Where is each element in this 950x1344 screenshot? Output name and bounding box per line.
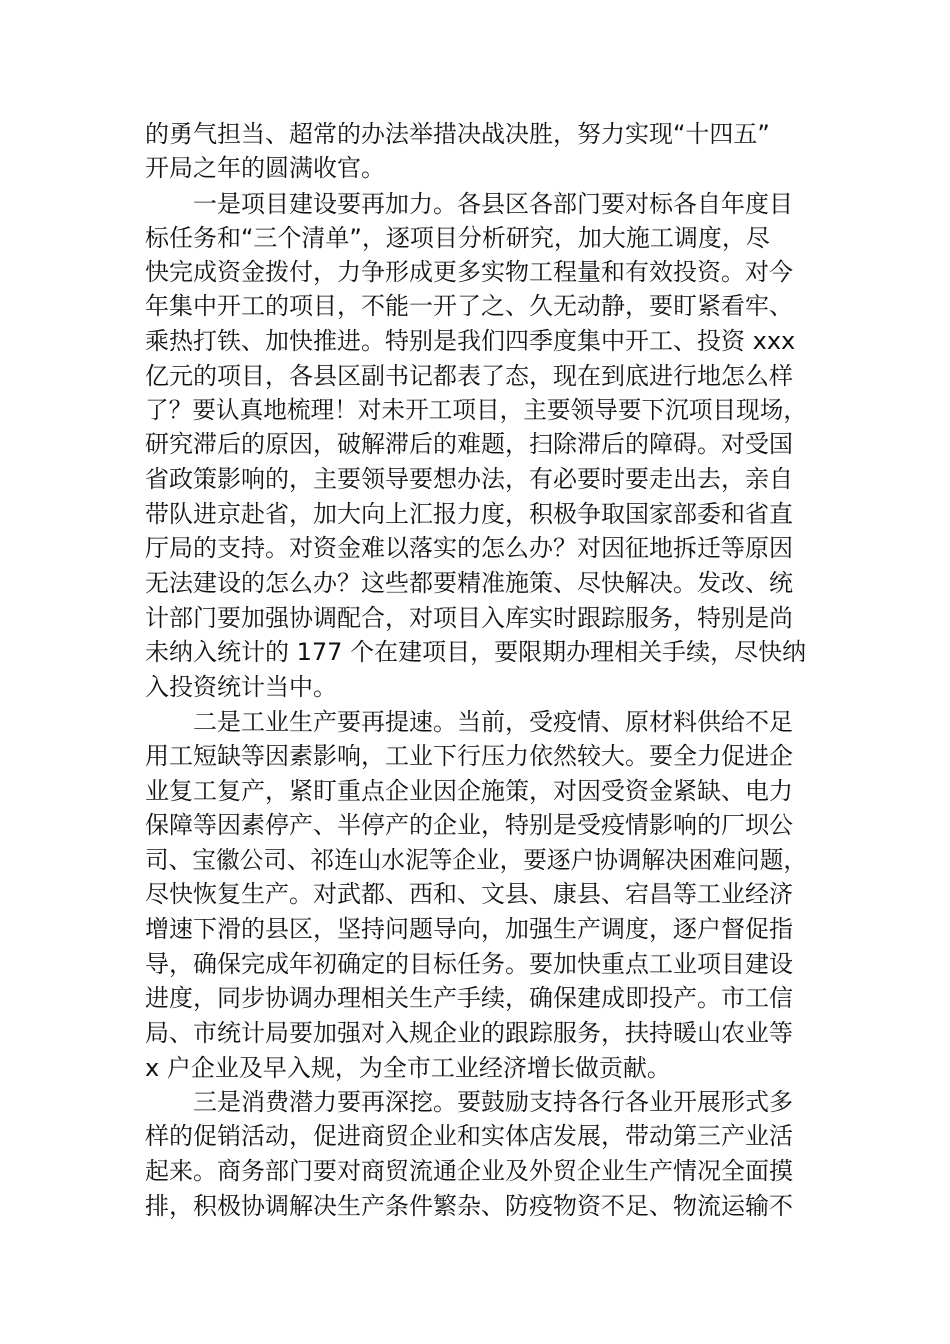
text-line: 局、市统计局要加强对入规企业的跟踪服务，扶持暖山农业等	[145, 1019, 793, 1047]
text-line: 亿元的项目，各县区副书记都表了态，现在到底进行地怎么样	[145, 362, 793, 390]
text-line: 省政策影响的，主要领导要想办法，有必要时要走出去，亲自	[145, 465, 793, 493]
text-line: 未纳入统计的 177 个在建项目，要限期办理相关手续，尽快纳	[145, 638, 807, 666]
text-line: 乘热打铁、加快推进。特别是我们四季度集中开工、投资 xxx	[145, 327, 796, 355]
text-line: 排，积极协调解决生产条件繁杂、防疫物资不足、物流运输不	[145, 1192, 793, 1220]
text-line: 司、宝徽公司、祁连山水泥等企业，要逐户协调解决困难问题，	[145, 846, 807, 874]
text-line: 带队进京赴省，加大向上汇报力度，积极争取国家部委和省直	[145, 500, 793, 528]
text-line: 计部门要加强协调配合，对项目入库实时跟踪服务，特别是尚	[145, 604, 793, 632]
text-line: 研究滞后的原因，破解滞后的难题，扫除滞后的障碍。对受国	[145, 430, 793, 458]
text-line: 用工短缺等因素影响，工业下行压力依然较大。要全力促进企	[145, 742, 793, 770]
text-line: 无法建设的怎么办？这些都要精准施策、尽快解决。发改、统	[145, 569, 793, 597]
text-line: 进度，同步协调办理相关生产手续，确保建成即投产。市工信	[145, 984, 793, 1012]
text-line: 开局之年的圆满收官。	[145, 154, 385, 182]
text-line: 导，确保完成年初确定的目标任务。要加快重点工业项目建设	[145, 950, 793, 978]
text-line: 了？要认真地梳理！对未开工项目，主要领导要下沉项目现场，	[145, 396, 807, 424]
paragraph-first-line: 二是工业生产要再提速。当前，受疫情、原材料供给不足	[193, 708, 793, 736]
text-line: 年集中开工的项目，不能一开了之、久无动静，要盯紧看牢、	[145, 292, 793, 320]
text-line: 厅局的支持。对资金难以落实的怎么办？对因征地拆迁等原因	[145, 534, 793, 562]
text-line: 保障等因素停产、半停产的企业，特别是受疫情影响的厂坝公	[145, 811, 793, 839]
text-line: 的勇气担当、超常的办法举措决战决胜，努力实现“十四五”	[145, 120, 770, 148]
text-line: 起来。商务部门要对商贸流通企业及外贸企业生产情况全面摸	[145, 1157, 793, 1185]
paragraph-first-line: 一是项目建设要再加力。各县区各部门要对标各自年度目	[193, 190, 793, 218]
text-line: 业复工复产，紧盯重点企业因企施策，对因受资金紧缺、电力	[145, 777, 793, 805]
text-line: 样的促销活动，促进商贸企业和实体店发展，带动第三产业活	[145, 1122, 793, 1150]
paragraph-first-line: 三是消费潜力要再深挖。要鼓励支持各行各业开展形式多	[193, 1088, 793, 1116]
text-line: 入投资统计当中。	[145, 673, 337, 701]
text-line: 增速下滑的县区，坚持问题导向，加强生产调度，逐户督促指	[145, 915, 793, 943]
text-line: 尽快恢复生产。对武都、西和、文县、康县、宕昌等工业经济	[145, 880, 793, 908]
text-line: 快完成资金拨付，力争形成更多实物工程量和有效投资。对今	[145, 258, 793, 286]
text-line: x 户企业及早入规，为全市工业经济增长做贡献。	[145, 1054, 671, 1082]
text-line: 标任务和“三个清单”，逐项目分析研究，加大施工调度，尽	[145, 224, 770, 252]
